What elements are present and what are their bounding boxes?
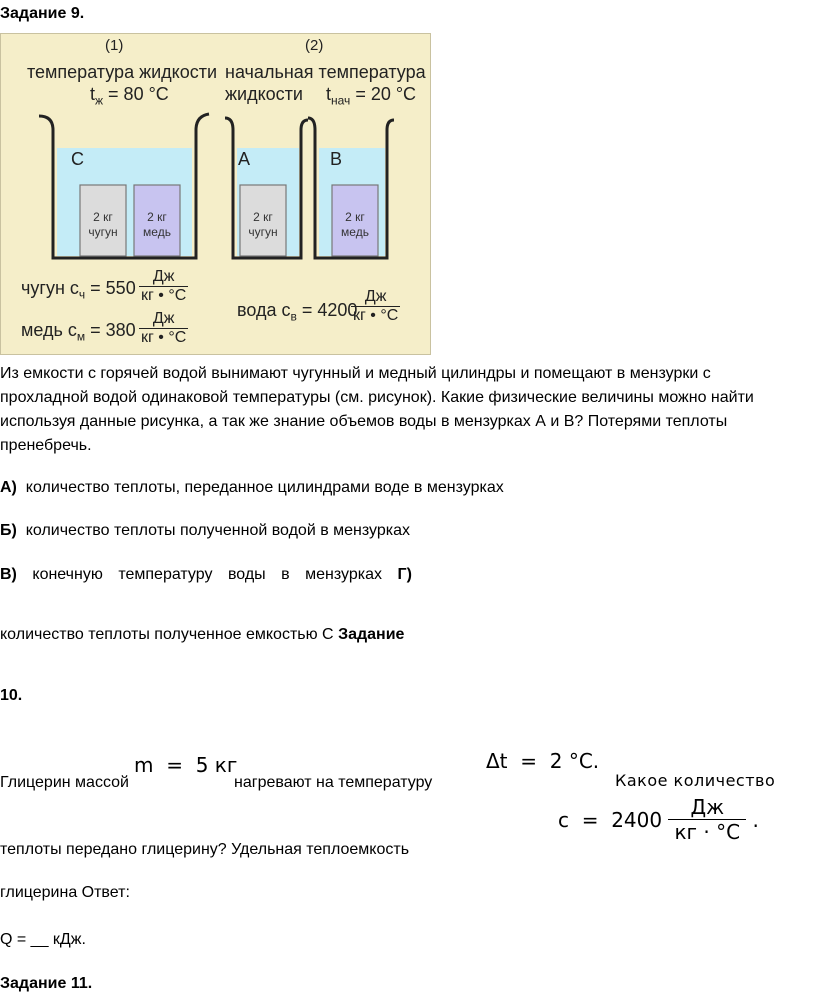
problem-text — [0, 362, 816, 458]
block-a-cast-iron-label: 2 кг чугун — [248, 210, 278, 239]
how-much-text: Какое количество — [615, 771, 776, 790]
vessel-c-label: C — [71, 149, 84, 169]
cast-iron-specific-heat: чугун $c_ч = 550$ — [21, 278, 136, 302]
label-2: (2) — [305, 37, 324, 54]
water-unit: Дж кг • °C — [353, 288, 399, 324]
option-a — [0, 476, 504, 500]
block-c-copper-label: 2 кг медь — [143, 210, 171, 239]
initial-temperature-value: $t_{нач} = 20$ °C — [326, 84, 417, 108]
water-specific-heat: вода $c_в = 4200$ — [237, 300, 358, 324]
option-b-text: количество теплоты полученной водой в мензурках — [25, 522, 411, 539]
option-c-word: воды — [227, 566, 266, 583]
task11-heading: Задание 11. — [0, 975, 93, 992]
heat-transferred-text: теплоты передано глицерину? Удельная теплоемкость — [0, 841, 410, 858]
option-a-label: А) — [0, 479, 17, 496]
option-c-word: конечную — [32, 566, 103, 583]
option-c-word: температуру — [118, 566, 213, 583]
option-b — [0, 519, 410, 543]
delta-t-formula: Δt = 2 °C. — [486, 749, 600, 773]
option-c-word: мензурках — [305, 566, 383, 583]
problem-line: пренебречь. — [0, 437, 92, 454]
block-c-cast-iron-label: 2 кг чугун — [88, 210, 118, 239]
option-b-label: Б) — [0, 522, 17, 539]
glycerin-answer-text: глицерина Ответ: — [0, 884, 130, 901]
heated-text: нагревают на температуру — [234, 774, 433, 791]
vessel-a-label: A — [238, 149, 251, 169]
mass-formula: m = 5 кг — [134, 753, 238, 777]
liquid-temperature-title: температура жидкости — [27, 62, 218, 82]
specific-heat-formula: c = 2400 $\frac{Дж}{кг \cdot ^\circ C}$ . — [558, 795, 759, 844]
option-c-word: в — [281, 566, 290, 583]
option-d-label: Г) — [397, 566, 412, 583]
task10-heading-part2: 10. — [0, 687, 23, 704]
copper-unit: Дж кг • °C — [141, 310, 187, 346]
figure-calorimetry — [0, 33, 431, 355]
task9-heading: Задание 9. — [0, 5, 85, 22]
problem-line: используя данные рисунка, а так же знание объемов воды в мензурках А и В? Потерями теплоты — [0, 413, 728, 430]
label-1: (1) — [105, 37, 124, 54]
block-b-copper-label: 2 кг медь — [341, 210, 369, 239]
initial-temperature-title: начальная температура — [225, 62, 426, 82]
option-a-text: количество теплоты, переданное цилиндрами воде в мензурках — [25, 479, 504, 496]
glycerin-mass-text: Глицерин массой — [0, 774, 129, 791]
liquid-temperature-value: $t_ж = 80$ °C — [90, 84, 169, 108]
option-d — [0, 623, 404, 647]
copper-specific-heat: медь $c_м = 380$ — [21, 320, 136, 344]
task10-heading-part1: Задание — [338, 626, 405, 643]
cast-iron-unit: Дж кг • °C — [141, 268, 187, 304]
answer-line: Q = __ кДж. — [0, 931, 86, 948]
option-d-text: количество теплоты полученное емкостью С — [0, 626, 334, 643]
option-c — [0, 563, 412, 587]
specific-heat-unit: $\frac{Дж}{кг \cdot ^\circ C}$ — [668, 795, 746, 844]
problem-line: Из емкости с горячей водой вынимают чугунный и медный цилиндры и помещают в мензурки с — [0, 365, 711, 382]
option-c-label: В) — [0, 566, 17, 583]
vessel-b-label: B — [330, 149, 343, 169]
problem-line: прохладной водой одинаковой температуры (см. рисунок). Какие физические величины можно найти — [0, 389, 754, 406]
initial-temperature-line2: жидкости — [225, 84, 303, 104]
